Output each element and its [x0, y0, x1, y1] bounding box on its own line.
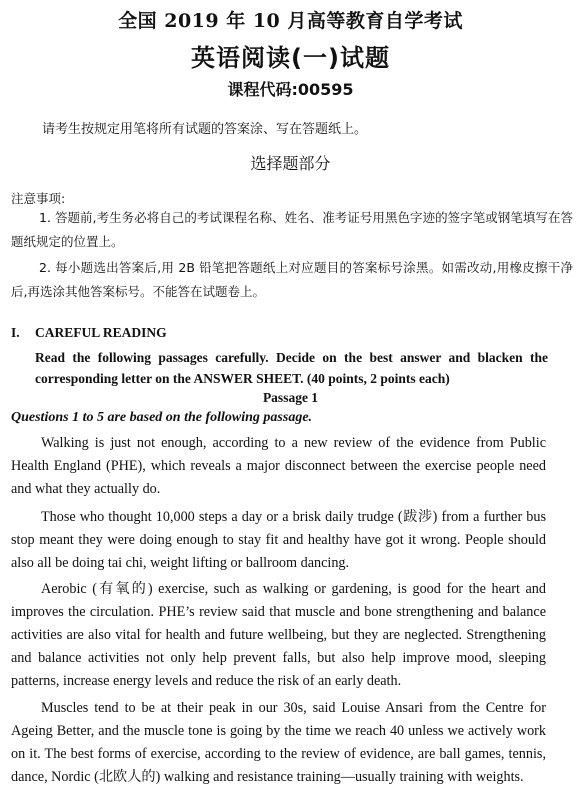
- section-title: 选择题部分: [250, 154, 331, 173]
- passage-paragraph-4: Muscles tend to be at their peak in our 30s, said Louise Ansari from the Centre for Ageing Better, and the muscle tone is going by the time we reach 40 unless we actively work on it. The best forms of exercise, according to the review of evidence, are ball games, tennis, dance, Nordic (北欧人的) walking and resistance training—usually training with weights.: [11, 700, 546, 785]
- notice-item-2: 2. 每小题选出答案后,用 2B 铅笔把答题纸上对应题目的答案标号涂黑。如需改动,用橡皮擦干净后,再选涂其他答案标号。不能答在试题卷上。: [11, 260, 573, 299]
- passage-paragraph-3: Aerobic (有氧的) exercise, such as walking or gardening, is good for the heart and improves the circulation. PHE’s review said that muscle and bone strengthening and balance activities are also vital for health and future wellbeing, but they are neglected. Strengthening and balance activities not only help prevent falls, but also help improve mood, sleeping patterns, increase energy levels and reduce the risk of an early death.: [11, 581, 546, 689]
- part-directions: Read the following passages carefully. Decide on the best answer and blacken the corresponding letter on the ANSWER SHEET. (40 points, 2 points each): [35, 350, 548, 386]
- passage-paragraph-1: Walking is just not enough, according to a new review of the evidence from Public Health England (PHE), which reveals a major disconnect between the exercise people need and what they actually do.: [11, 435, 546, 497]
- course-code: 课程代码:00595: [227, 80, 354, 99]
- answer-instruction: 请考生按规定用笔将所有试题的答案涂、写在答题纸上。: [42, 122, 368, 137]
- notice-heading: 注意事项:: [11, 191, 66, 206]
- questions-intro: Questions 1 to 5 are based on the following passage.: [11, 410, 313, 425]
- part-title: CAREFUL READING: [35, 325, 167, 340]
- passage-title: Passage 1: [262, 390, 319, 405]
- subject-title: 英语阅读(一)试题: [191, 44, 390, 72]
- part-heading: [11, 325, 167, 341]
- passage-paragraph-2: Those who thought 10,000 steps a day or a brisk daily trudge (跋涉) from a further bus stop meant they were doing enough to stay fit and healthy have got it wrong. People should also all be doing tai chi, weight lifting or ballroom dancing.: [11, 509, 546, 571]
- part-number: I.: [11, 325, 20, 340]
- exam-title: 全国 2019 年 10 月高等教育自学考试: [118, 10, 463, 32]
- notice-item-1: 1. 答题前,考生务必将自己的考试课程名称、姓名、准考证号用黑色字迹的签字笔或钢笔填写在答题纸规定的位置上。: [11, 210, 573, 249]
